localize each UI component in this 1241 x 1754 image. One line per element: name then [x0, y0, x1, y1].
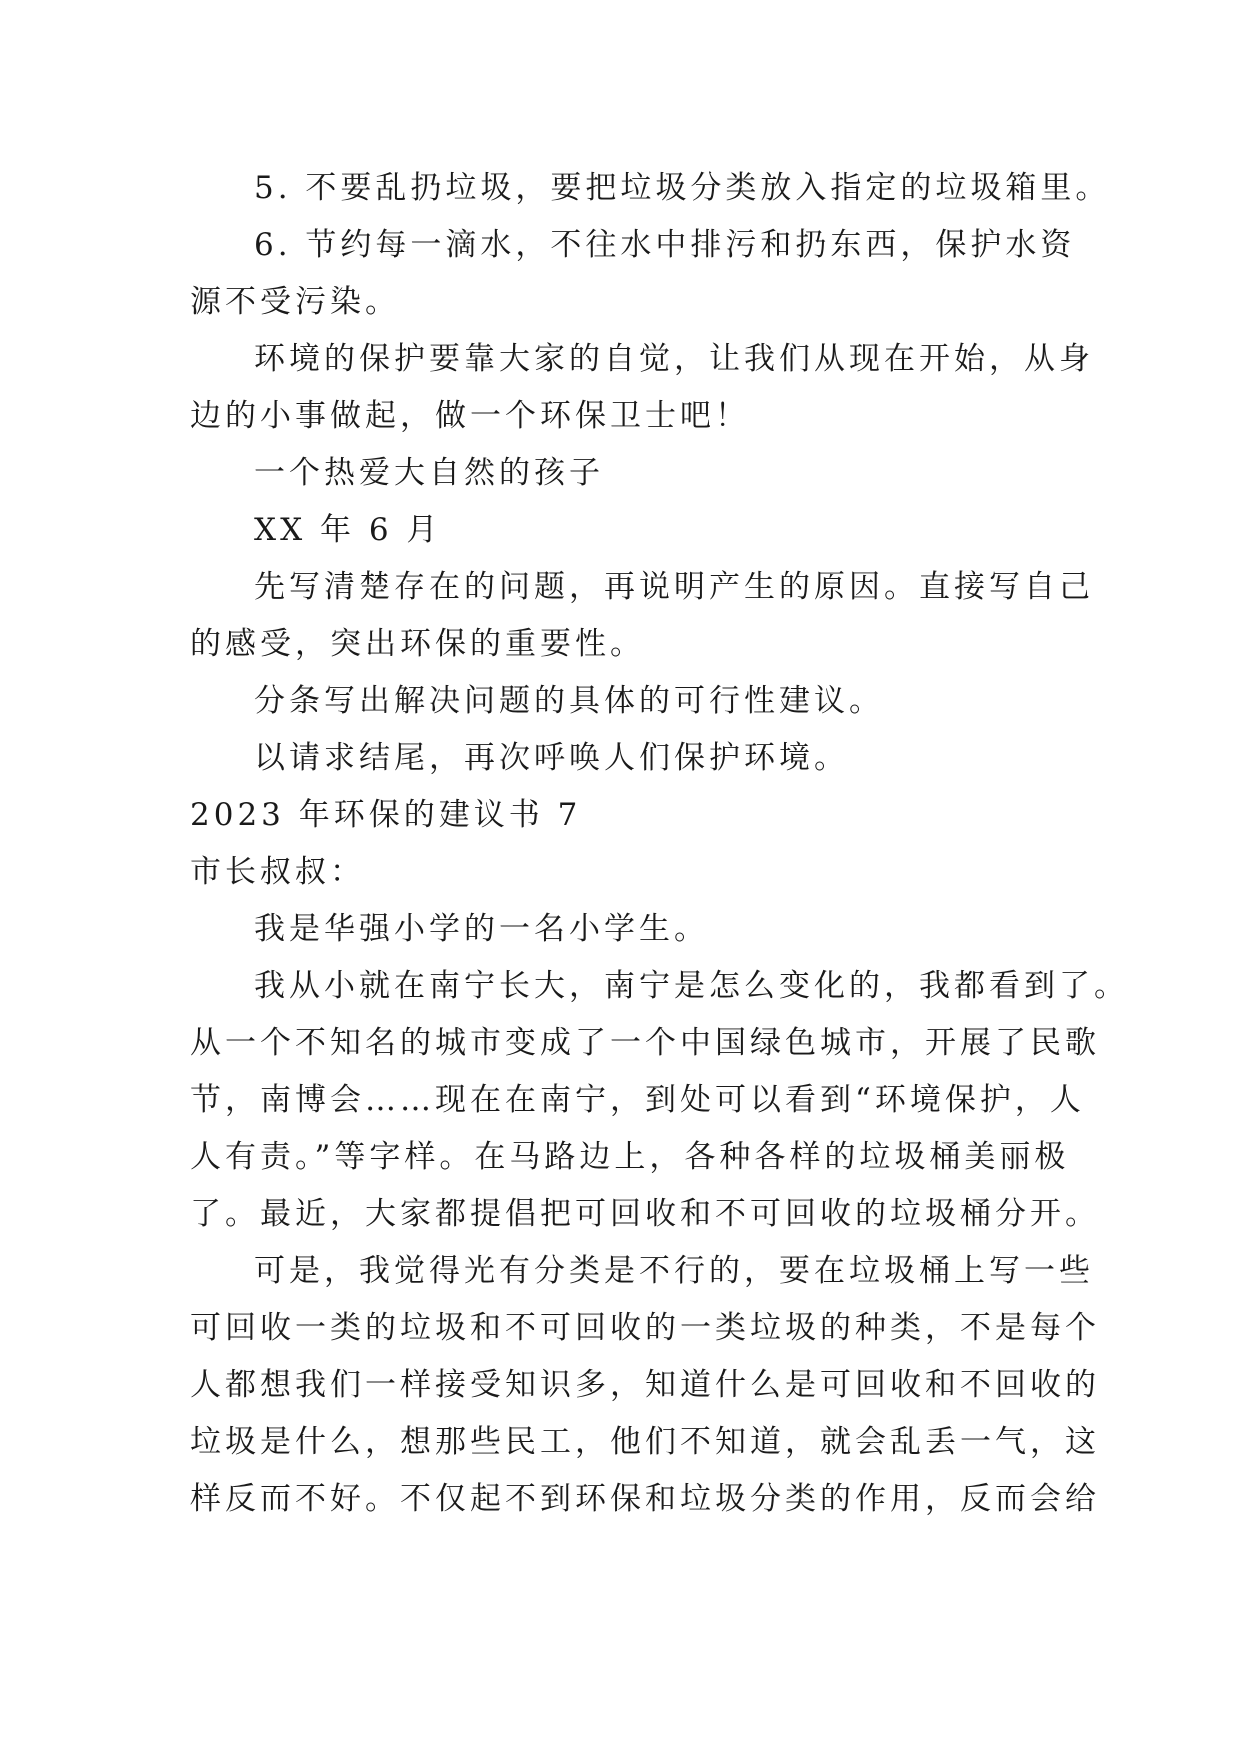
paragraph-line: 从一个不知名的城市变成了一个中国绿色城市，开展了民歌: [190, 1025, 1100, 1061]
list-item-6-continued: 源不受污染。: [190, 284, 400, 320]
paragraph-line: 环境的保护要靠大家的自觉，让我们从现在开始，从身: [254, 341, 1094, 377]
paragraph-line: 的感受，突出环保的重要性。: [190, 626, 645, 662]
section-heading: 2023 年环保的建议书 7: [190, 797, 582, 833]
paragraph-line: 节，南博会……现在在南宁，到处可以看到“环境保护，人: [190, 1082, 1085, 1118]
paragraph-line: 可是，我觉得光有分类是不行的，要在垃圾桶上写一些: [254, 1253, 1094, 1289]
paragraph-line: 边的小事做起，做一个环保卫士吧！: [190, 398, 750, 434]
list-item-5: 5. 不要乱扔垃圾，要把垃圾分类放入指定的垃圾箱里。: [254, 170, 1111, 206]
paragraph-line: 了。最近，大家都提倡把可回收和不可回收的垃圾桶分开。: [190, 1196, 1100, 1232]
paragraph-line: 可回收一类的垃圾和不可回收的一类垃圾的种类，不是每个: [190, 1310, 1100, 1346]
list-item-6: 6. 节约每一滴水，不往水中排污和扔东西，保护水资: [254, 227, 1076, 263]
paragraph-line: 以请求结尾，再次呼唤人们保护环境。: [254, 740, 849, 776]
paragraph-line: 人都想我们一样接受知识多，知道什么是可回收和不回收的: [190, 1367, 1100, 1403]
paragraph-line: 样反而不好。不仅起不到环保和垃圾分类的作用，反而会给: [190, 1481, 1100, 1517]
paragraph-line: 人有责。”等字样。在马路边上，各种各样的垃圾桶美丽极: [190, 1139, 1070, 1175]
paragraph-line: 我是华强小学的一名小学生。: [254, 911, 709, 947]
paragraph-line: 我从小就在南宁长大，南宁是怎么变化的，我都看到了。: [254, 968, 1129, 1004]
signature-line: 一个热爱大自然的孩子: [254, 455, 604, 491]
salutation: 市长叔叔：: [190, 854, 365, 890]
paragraph-line: 先写清楚存在的问题，再说明产生的原因。直接写自己: [254, 569, 1094, 605]
paragraph-line: 分条写出解决问题的具体的可行性建议。: [254, 683, 884, 719]
date-line: XX 年 6 月: [254, 512, 442, 548]
paragraph-line: 垃圾是什么，想那些民工，他们不知道，就会乱丢一气，这: [190, 1424, 1100, 1460]
